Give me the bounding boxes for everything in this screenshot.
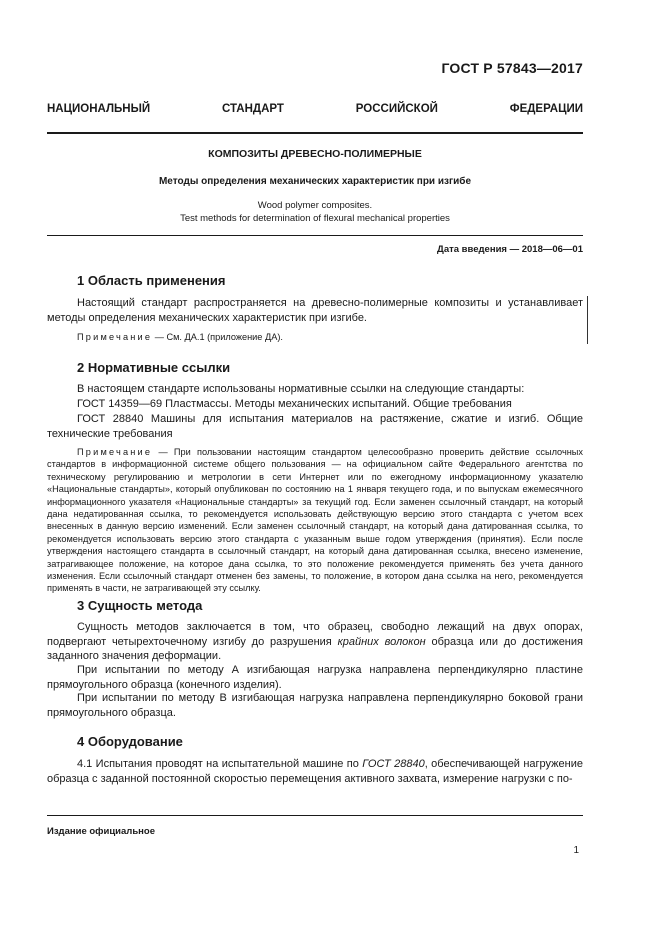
section-1-paragraph: Настоящий стандарт распространяется на древесно-полимерные композиты и устанавливает методы определения механических характеристик при изгибе. xyxy=(47,297,583,324)
margin-change-bar xyxy=(587,296,588,344)
note-label: Примечание xyxy=(77,332,153,342)
english-title-line-1: Wood polymer composites. xyxy=(257,200,373,211)
gost-reference-link: ГОСТ 28840 xyxy=(362,758,425,770)
section-2-heading: 2 Нормативные ссылки xyxy=(77,360,231,375)
title-rule xyxy=(47,235,583,236)
introduction-date: Дата введения — 2018—06—01 xyxy=(437,244,583,255)
official-edition-label: Издание официальное xyxy=(47,826,155,837)
paragraph-text: 4.1 Испытания проводят на испытательной машине по xyxy=(77,758,363,770)
reference-gost-14359: ГОСТ 14359—69 Пластмассы. Методы механических испытаний. Общие требования xyxy=(77,398,512,410)
paragraph-text: образца или до достижения заданного значения деформации. xyxy=(47,635,583,663)
paragraph-text: Сущность методов заключается в том, что образец, свободно лежащий на двух опорах, подвергают четырехточечному изгибу до разрушения xyxy=(47,621,583,648)
section-1-note xyxy=(47,331,583,343)
section-2-note xyxy=(47,446,583,595)
section-4-heading: 4 Оборудование xyxy=(77,734,183,749)
section-3-heading: 3 Сущность метода xyxy=(77,598,203,613)
section-2-intro: В настоящем стандарте использованы нормативные ссылки на следующие стандарты: xyxy=(77,383,525,395)
section-3-paragraph-3: При испытании по методу В изгибающая нагрузка направлена перпендикулярно боковой грани прямоугольного образца. xyxy=(47,692,583,719)
note-text: — При пользовании настоящим стандартом целесообразно проверить действие ссылочных стандартов в информационной системе общего пользования — на официальном сайте Федерального агентства по техническому регулированию и метрологии в сети Интернет или по ежегодному информационному указателю «Национальные стандарты», который опубликован по состоянию на 1 января текущего года, и по выпускам ежемесячного информационного указателя «Национальные стандарты» за текущий год. Если заменен ссылочный стандарт, на который дана недатированная ссылка, то рекомендуется использовать действующую версию этого стандарта с учетом всех внесенных в данную версию изменений. Если заменен ссылочный стандарт, на который дана датированная ссылка, то рекомендуется использовать версию этого стандарта с указанным выше годом утверждения (принятия). Если после утверждения настоящего стандарта в ссылочный стандарт, на который дана датированная ссылка, внесено изменение, затрагивающее положение, на которое дана ссылка, то это положение рекомендуется применять без учета данного изменения. Если ссылочный стандарт отменен без замены, то положение, в котором дана ссылка на него, рекомендуется применять в части, не затрагивающей эту ссылку. xyxy=(47,447,583,594)
footer-rule xyxy=(47,815,583,816)
top-rule xyxy=(47,132,583,134)
document-title: КОМПОЗИТЫ ДРЕВЕСНО-ПОЛИМЕРНЫЕ xyxy=(208,148,422,160)
reference-gost-28840: ГОСТ 28840 Машины для испытания материалов на растяжение, сжатие и изгиб. Общие технические требования xyxy=(47,413,583,440)
document-subtitle: Методы определения механических характеристик при изгибе xyxy=(158,176,472,187)
section-4-paragraph-1 xyxy=(47,757,583,786)
english-title xyxy=(47,199,583,225)
national-standard-title: НАЦИОНАЛЬНЫЙ СТАНДАРТ РОССИЙСКОЙ ФЕДЕРАЦИИ xyxy=(47,103,583,115)
english-title-line-2: Test methods for determination of flexural mechanical properties xyxy=(180,213,450,224)
note-label: Примечание xyxy=(77,447,153,457)
note-text: — См. ДА.1 (приложение ДА). xyxy=(152,332,283,342)
paragraph-text: , обеспечивающей нагружение образца с заданной постоянной скоростью перемещения активного захвата, измерение нагрузки с по- xyxy=(47,758,583,785)
section-1-heading: 1 Область применения xyxy=(77,273,226,288)
page-number: 1 xyxy=(573,845,579,856)
section-3-paragraph-1 xyxy=(47,620,583,664)
section-3-paragraph-2: При испытании по методу А изгибающая нагрузка направлена перпендикулярно пластине прямоугольного образца (конечного изделия). xyxy=(47,664,583,691)
document-number: ГОСТ Р 57843—2017 xyxy=(441,60,583,76)
emphasis-text: крайних волокон xyxy=(337,635,426,648)
